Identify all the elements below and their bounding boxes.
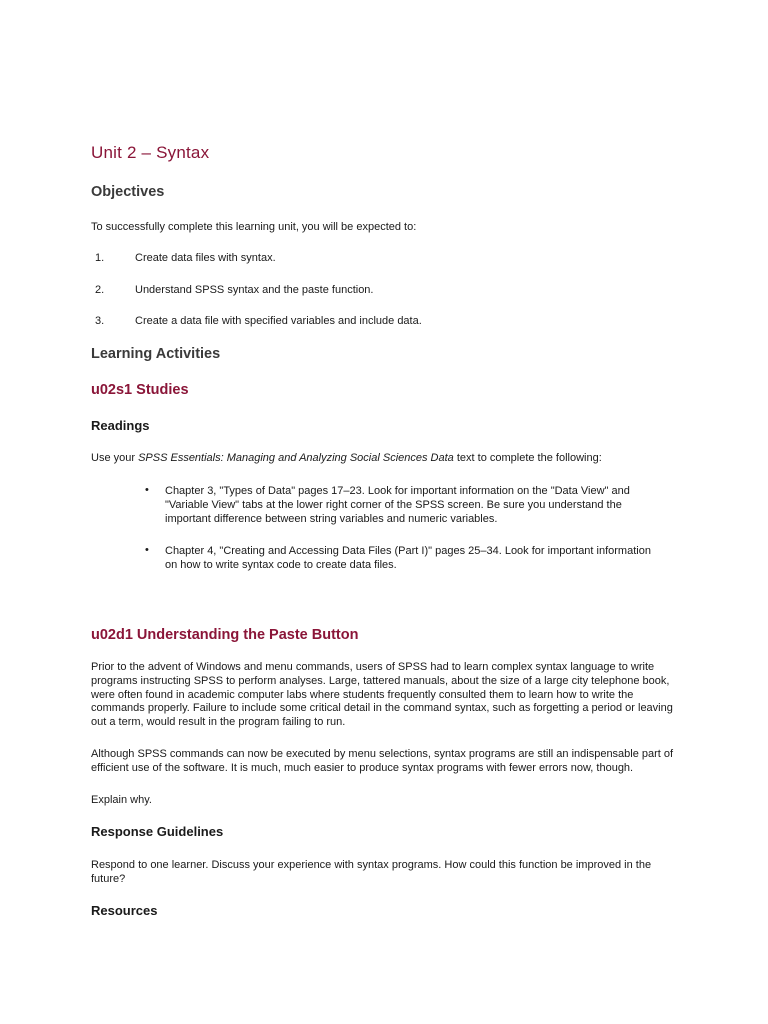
discussion-paragraph-1: Prior to the advent of Windows and menu commands, users of SPSS had to learn complex syntax language to write programs instructing SPSS to perform analyses. Large, tattered manuals, about the size of a large city telephone book, were often found in academic computer labs where students frequently consulted them to learn how to write the commands properly. Failure to include some critical detail in the command syntax, such as forgetting a period or leaving out a term, would result in the program failing to run. <box>91 661 673 729</box>
readings-intro <box>91 452 681 466</box>
unit-title: Unit 2 – Syntax <box>91 143 210 162</box>
discussion-paragraph-2: Although SPSS commands can now be executed by menu selections, syntax programs are still an indispensable part of efficient use of the software. It is much, much easier to produce syntax programs with fewer errors now, though. <box>91 748 674 774</box>
objective-text-3: Create a data file with specified variables and include data. <box>135 315 422 327</box>
readings-heading: Readings <box>91 418 150 433</box>
readings-intro-post: text to complete the following: <box>453 452 602 464</box>
readings-intro-pre: Use your <box>91 452 139 464</box>
response-guidelines-text: Respond to one learner. Discuss your experience with syntax programs. How could this function be improved in the future? <box>91 859 652 885</box>
studies-heading: u02s1 Studies <box>91 382 189 398</box>
objectives-intro: To successfully complete this learning unit, you will be expected to: <box>91 221 417 233</box>
bullet-icon: • <box>145 484 149 496</box>
objective-number-2: 2. <box>95 284 105 296</box>
reading-item-2: Chapter 4, "Creating and Accessing Data Files (Part I)" pages 25–34. Look for important information on how to write syntax code to create data files. <box>165 545 651 571</box>
objective-number-3: 3. <box>95 315 105 327</box>
readings-book-title: SPSS Essentials: Managing and Analyzing Social Sciences Data <box>138 452 454 464</box>
discussion-heading: u02d1 Understanding the Paste Button <box>91 627 359 643</box>
objective-text-1: Create data files with syntax. <box>135 252 276 264</box>
objective-text-2: Understand SPSS syntax and the paste function. <box>135 284 374 296</box>
response-guidelines-heading: Response Guidelines <box>91 824 224 839</box>
discussion-paragraph-3: Explain why. <box>91 794 152 806</box>
reading-item-1: Chapter 3, "Types of Data" pages 17–23. Look for important information on the "Data View" and "Variable View" tabs at the lower right corner of the SPSS screen. Be sure you understand the important difference between string variables and numeric variables. <box>165 485 630 525</box>
objective-number-1: 1. <box>95 252 105 264</box>
objectives-heading: Objectives <box>91 184 165 200</box>
bullet-icon: • <box>145 544 149 556</box>
resources-heading: Resources <box>91 903 158 918</box>
learning-activities-heading: Learning Activities <box>91 346 221 362</box>
